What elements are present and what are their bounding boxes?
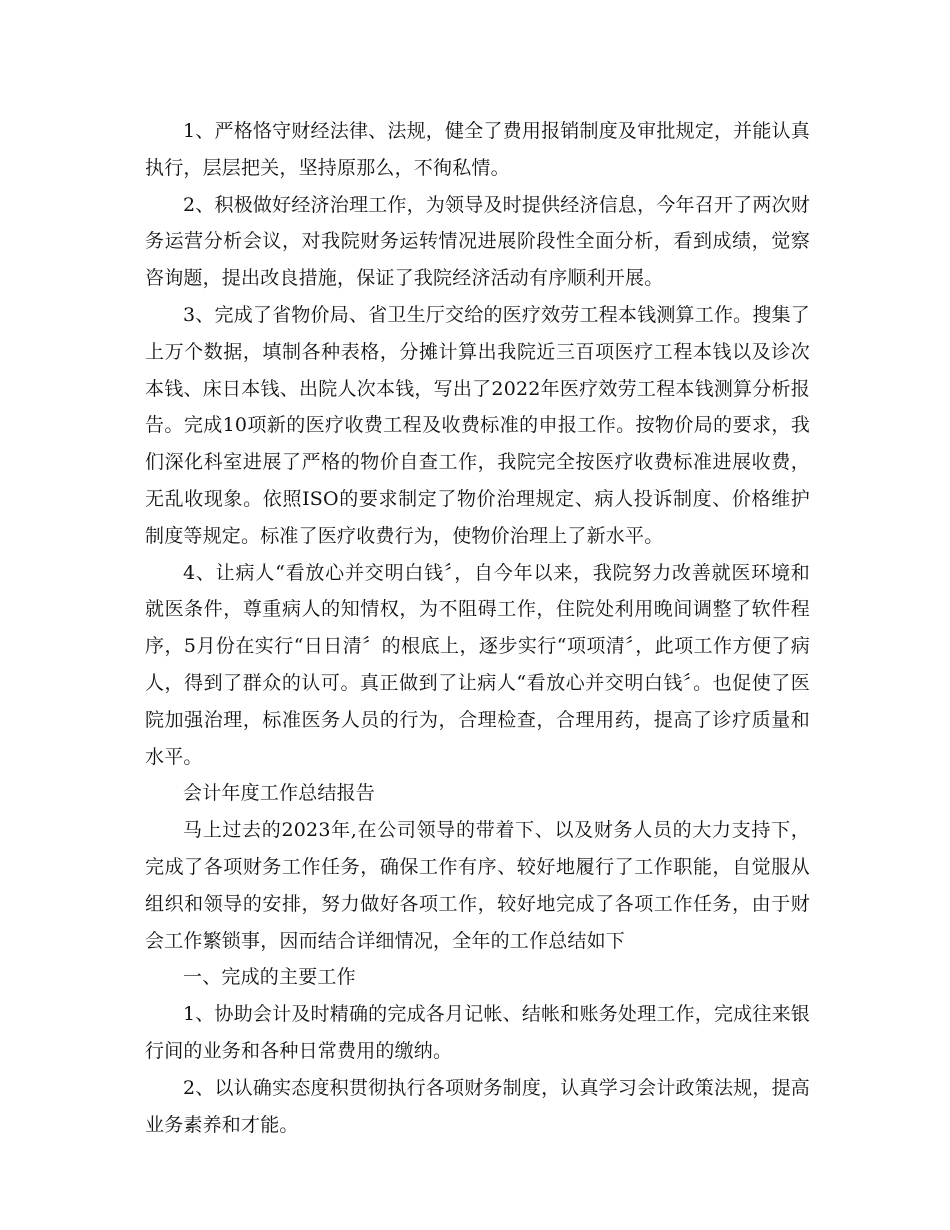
paragraph-economic-management: 2、积极做好经济治理工作，为领导及时提供经济信息，今年召开了两次财务运营分析会议，对我院财务运转情况进展阶段性全面分析，看到成绩，觉察咨询题，提出改良措施，保证了我院经济活动有序顺利开展。 [145,193,810,290]
document-body [145,113,810,1143]
paragraph-annual-intro: 马上过去的2023年,在公司领导的带着下、以及财务人员的大力支持下，完成了各项财务工作任务，确保工作有序、较好地履行了工作职能，自觉服从组织和领导的安排，努力做好各项工作，较好地完成了各项工作任务，由于财会工作繁锁事，因而结合详细情况，全年的工作总结如下 [145,819,810,952]
section-heading-main-work: 一、完成的主要工作 [183,966,356,989]
paragraph-financial-law: 1、严格恪守财经法律、法规，健全了费用报销制度及审批规定，并能认真执行，层层把关，坚持原那么，不徇私情。 [145,120,810,179]
paragraph-bookkeeping: 1、协助会计及时精确的完成各月记帐、结帐和账务处理工作，完成往来银行间的业务和各种日常费用的缴纳。 [145,1003,810,1062]
section-title: 会计年度工作总结报告 [183,782,376,805]
paragraph-patient-billing: 4、让病人“看放心并交明白钱〞，自今年以来，我院努力改善就医环境和就医条件，尊重病人的知情权，为不阻碍工作，住院处利用晚间调整了软件程序，5月份在实行“日日清〞的根底上，逐步实行“项项清〞，此项工作方便了病人，得到了群众的认可。真正做到了让病人“看放心并交明白钱〞。也促使了医院加强治理，标准医务人员的行为，合理检查，合理用药，提高了诊疗质量和水平。 [145,561,810,768]
paragraph-cost-accounting: 3、完成了省物价局、省卫生厅交给的医疗效劳工程本钱测算工作。搜集了上万个数据，填制各种表格，分摊计算出我院近三百项医疗工程本钱以及诊次本钱、床日本钱、出院人次本钱，写出了2022年医疗效劳工程本钱测算分析报告。完成10项新的医疗收费工程及收费标准的申报工作。按物价局的要求，我们深化科室进展了严格的物价自查工作，我院完全按医疗收费标准进展收费，无乱收现象。依照ISO的要求制定了物价治理规定、病人投诉制度、价格维护制度等规定。标准了医疗收费行为，使物价治理上了新水平。 [145,303,810,547]
paragraph-regulations: 2、以认确实态度积贯彻执行各项财务制度，认真学习会计政策法规，提高业务素养和才能。 [145,1076,810,1136]
